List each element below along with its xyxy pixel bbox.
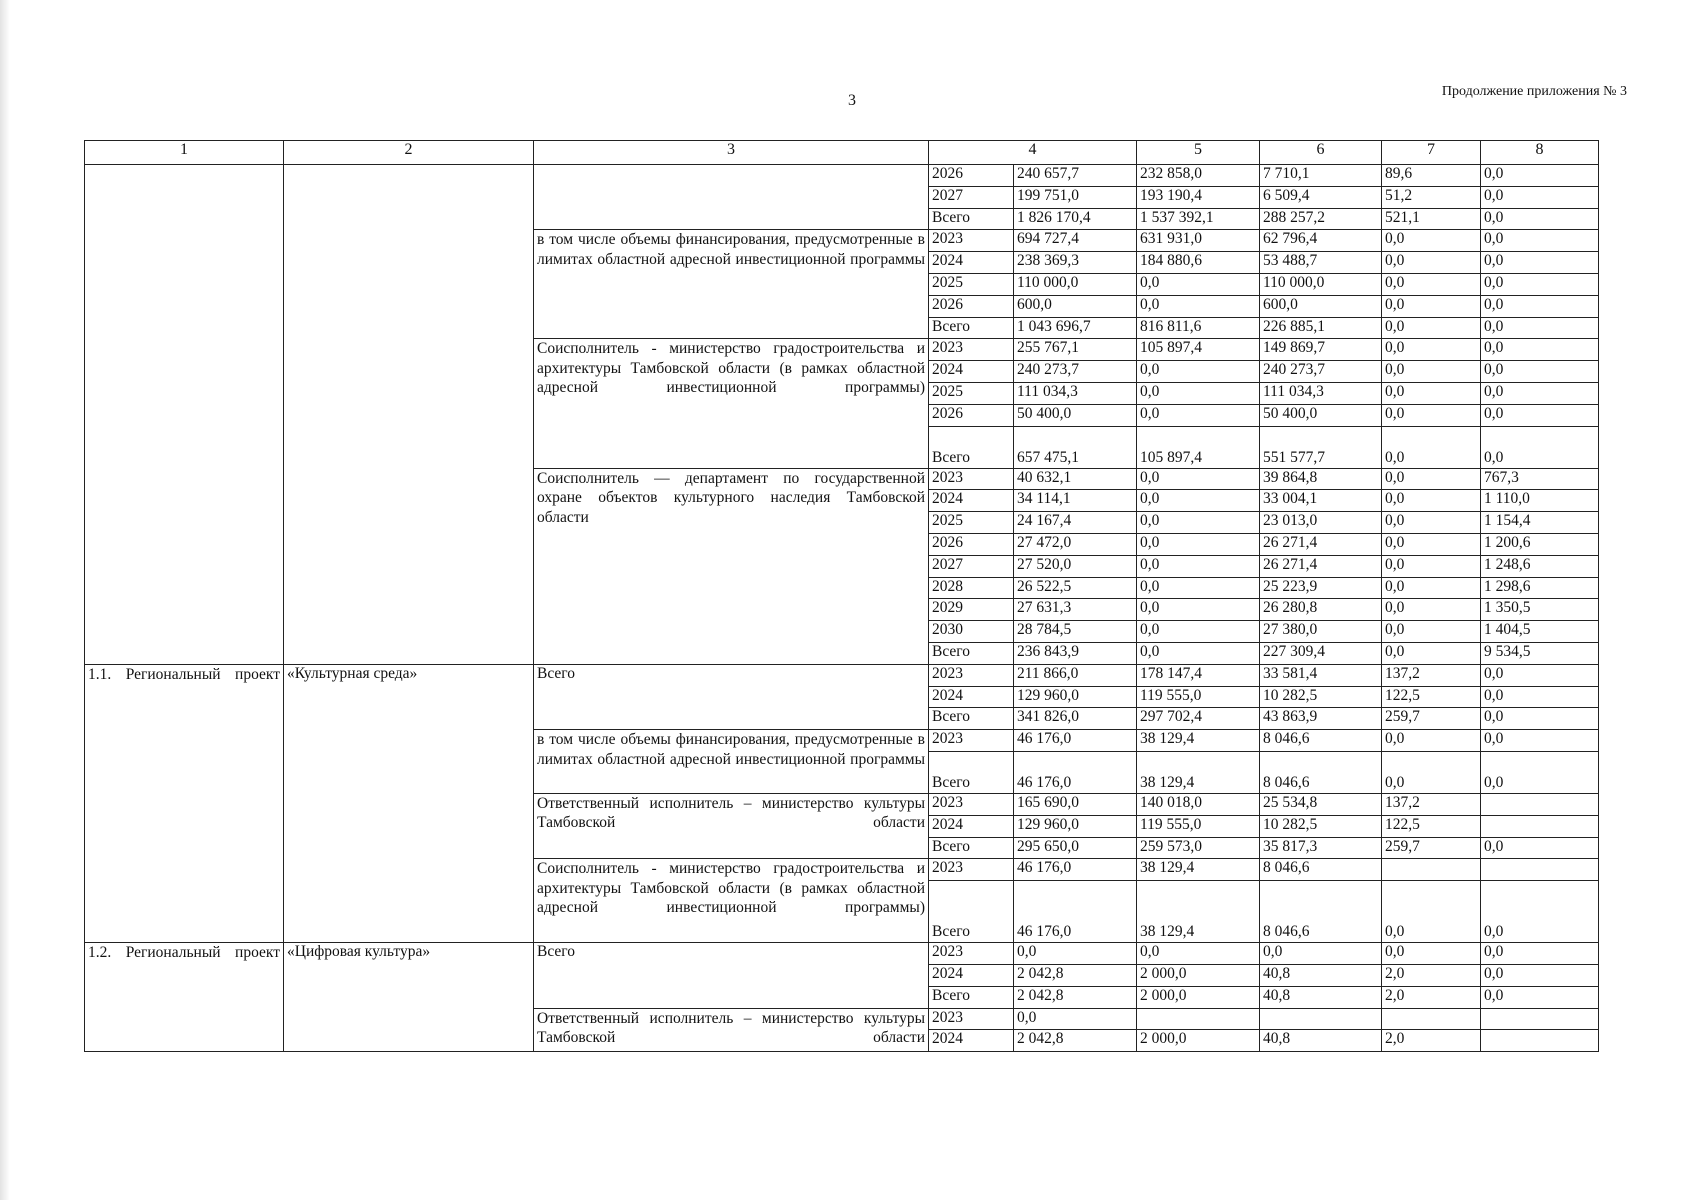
value-col6: 10 282,5: [1260, 815, 1382, 837]
year-cell: Всего: [929, 708, 1014, 730]
value-col4: 27 631,3: [1014, 599, 1137, 621]
header-cell: 4: [929, 141, 1137, 165]
value-col6: 8 046,6: [1260, 859, 1382, 881]
year-cell: 2024: [929, 361, 1014, 383]
value-col4: 28 784,5: [1014, 621, 1137, 643]
value-col5: 0,0: [1137, 273, 1260, 295]
value-col6: 111 034,3: [1260, 382, 1382, 404]
value-col4: 165 690,0: [1014, 793, 1137, 815]
value-col6: 551 577,7: [1260, 426, 1382, 468]
value-col6: 149 869,7: [1260, 339, 1382, 361]
value-col5: 2 000,0: [1137, 1030, 1260, 1052]
value-col5: 2 000,0: [1137, 964, 1260, 986]
value-col7: 259,7: [1382, 837, 1481, 859]
value-col5: 0,0: [1137, 295, 1260, 317]
value-col6: 33 004,1: [1260, 490, 1382, 512]
year-cell: 2023: [929, 230, 1014, 252]
value-col4: 129 960,0: [1014, 815, 1137, 837]
value-col6: 26 271,4: [1260, 533, 1382, 555]
value-col5: 178 147,4: [1137, 664, 1260, 686]
value-col5: 0,0: [1137, 382, 1260, 404]
project-1-2-number: 1.2. Региональный проект: [85, 943, 284, 1052]
value-col8: 0,0: [1481, 881, 1599, 943]
value-col8: 0,0: [1481, 751, 1599, 793]
value-col8: 1 110,0: [1481, 490, 1599, 512]
year-cell: 2024: [929, 686, 1014, 708]
value-col7: 0,0: [1382, 751, 1481, 793]
value-col5: 38 129,4: [1137, 881, 1260, 943]
value-col7: 2,0: [1382, 1030, 1481, 1052]
value-col8: 1 248,6: [1481, 555, 1599, 577]
value-col7: 0,0: [1382, 621, 1481, 643]
value-col7: 0,0: [1382, 382, 1481, 404]
value-col8: 1 154,4: [1481, 512, 1599, 534]
value-col8: 0,0: [1481, 317, 1599, 339]
year-cell: Всего: [929, 881, 1014, 943]
value-col5: 119 555,0: [1137, 815, 1260, 837]
header-cell: 7: [1382, 141, 1481, 165]
section-total: Всего: [534, 943, 929, 1008]
value-col7: 0,0: [1382, 295, 1481, 317]
value-col7: 0,0: [1382, 881, 1481, 943]
year-cell: 2023: [929, 943, 1014, 965]
value-col6: 25 534,8: [1260, 793, 1382, 815]
value-col8: 0,0: [1481, 361, 1599, 383]
value-col5: 193 190,4: [1137, 186, 1260, 208]
year-cell: 2023: [929, 793, 1014, 815]
value-col7: 137,2: [1382, 664, 1481, 686]
section-co-executor-heritage: Соисполнитель — департамент по государственной охране объектов культурного наследия Тамбовской области: [534, 468, 929, 664]
value-col8: 1 404,5: [1481, 621, 1599, 643]
value-col4: 2 042,8: [1014, 1030, 1137, 1052]
value-col7: 0,0: [1382, 339, 1481, 361]
year-cell: 2024: [929, 252, 1014, 274]
value-col4: 211 866,0: [1014, 664, 1137, 686]
value-col7: 0,0: [1382, 943, 1481, 965]
value-col8: 0,0: [1481, 230, 1599, 252]
value-col6: 8 046,6: [1260, 881, 1382, 943]
value-col7: 0,0: [1382, 577, 1481, 599]
value-col8: 0,0: [1481, 252, 1599, 274]
value-col4: 0,0: [1014, 1008, 1137, 1030]
year-cell: 2023: [929, 339, 1014, 361]
value-col8: 0,0: [1481, 837, 1599, 859]
value-col8: 0,0: [1481, 686, 1599, 708]
value-col5: 0,0: [1137, 621, 1260, 643]
value-col4: 240 657,7: [1014, 165, 1137, 187]
year-cell: 2023: [929, 468, 1014, 490]
value-col7: 521,1: [1382, 208, 1481, 230]
section-total: Всего: [534, 664, 929, 729]
value-col7: [1382, 859, 1481, 881]
value-col6: 33 581,4: [1260, 664, 1382, 686]
value-col5: 2 000,0: [1137, 986, 1260, 1008]
value-col8: [1481, 1030, 1599, 1052]
value-col6: 7 710,1: [1260, 165, 1382, 187]
header-cell: 8: [1481, 141, 1599, 165]
value-col5: 38 129,4: [1137, 730, 1260, 752]
year-cell: 2024: [929, 815, 1014, 837]
value-col8: [1481, 1008, 1599, 1030]
year-cell: 2023: [929, 730, 1014, 752]
value-col4: 110 000,0: [1014, 273, 1137, 295]
value-col6: 39 864,8: [1260, 468, 1382, 490]
year-cell: 2025: [929, 512, 1014, 534]
value-col4: 236 843,9: [1014, 642, 1137, 664]
year-cell: 2024: [929, 490, 1014, 512]
value-col8: 0,0: [1481, 943, 1599, 965]
value-col6: 240 273,7: [1260, 361, 1382, 383]
year-cell: Всего: [929, 837, 1014, 859]
value-col8: 0,0: [1481, 708, 1599, 730]
value-col6: 8 046,6: [1260, 751, 1382, 793]
year-cell: 2027: [929, 186, 1014, 208]
financing-table-container: [84, 140, 1599, 1052]
value-col5: 0,0: [1137, 943, 1260, 965]
value-col8: 0,0: [1481, 426, 1599, 468]
value-col8: 0,0: [1481, 339, 1599, 361]
value-col7: 122,5: [1382, 686, 1481, 708]
value-col5: 184 880,6: [1137, 252, 1260, 274]
value-col7: [1382, 1008, 1481, 1030]
value-col7: 2,0: [1382, 964, 1481, 986]
year-cell: Всего: [929, 986, 1014, 1008]
value-col6: 43 863,9: [1260, 708, 1382, 730]
year-cell: 2023: [929, 859, 1014, 881]
value-col8: 0,0: [1481, 208, 1599, 230]
value-col5: 232 858,0: [1137, 165, 1260, 187]
value-col4: 111 034,3: [1014, 382, 1137, 404]
value-col4: 240 273,7: [1014, 361, 1137, 383]
value-col5: 105 897,4: [1137, 426, 1260, 468]
value-col8: 0,0: [1481, 382, 1599, 404]
value-col6: 62 796,4: [1260, 230, 1382, 252]
value-col8: 767,3: [1481, 468, 1599, 490]
value-col8: 0,0: [1481, 186, 1599, 208]
year-cell: 2026: [929, 295, 1014, 317]
value-col4: 0,0: [1014, 943, 1137, 965]
value-col4: 27 520,0: [1014, 555, 1137, 577]
value-col7: 0,0: [1382, 361, 1481, 383]
year-cell: 2025: [929, 273, 1014, 295]
value-col6: 23 013,0: [1260, 512, 1382, 534]
value-col6: 40,8: [1260, 1030, 1382, 1052]
value-col4: 40 632,1: [1014, 468, 1137, 490]
section-executor-culture: Ответственный исполнитель – министерство культуры Тамбовской области: [534, 793, 929, 858]
value-col7: 0,0: [1382, 599, 1481, 621]
value-col4: 27 472,0: [1014, 533, 1137, 555]
header-cell: 2: [284, 141, 534, 165]
value-col7: 0,0: [1382, 230, 1481, 252]
scan-edge: [0, 0, 10, 1200]
value-col5: 816 811,6: [1137, 317, 1260, 339]
year-cell: 2026: [929, 165, 1014, 187]
value-col7: 0,0: [1382, 555, 1481, 577]
value-col8: 0,0: [1481, 295, 1599, 317]
value-col5: 0,0: [1137, 577, 1260, 599]
value-col4: 46 176,0: [1014, 751, 1137, 793]
project-1-1-number: 1.1. Региональный проект: [85, 664, 284, 942]
value-col7: 2,0: [1382, 986, 1481, 1008]
value-col4: 255 767,1: [1014, 339, 1137, 361]
year-cell: Всего: [929, 642, 1014, 664]
value-col6: 226 885,1: [1260, 317, 1382, 339]
value-col4: 238 369,3: [1014, 252, 1137, 274]
value-col4: 129 960,0: [1014, 686, 1137, 708]
empty-cell: [534, 165, 929, 230]
value-col7: 137,2: [1382, 793, 1481, 815]
value-col8: 0,0: [1481, 730, 1599, 752]
year-cell: Всего: [929, 426, 1014, 468]
value-col8: 1 298,6: [1481, 577, 1599, 599]
value-col4: 26 522,5: [1014, 577, 1137, 599]
value-col6: 40,8: [1260, 986, 1382, 1008]
year-cell: Всего: [929, 751, 1014, 793]
value-col8: 0,0: [1481, 273, 1599, 295]
year-cell: Всего: [929, 208, 1014, 230]
value-col4: 46 176,0: [1014, 881, 1137, 943]
year-cell: 2023: [929, 1008, 1014, 1030]
value-col4: 34 114,1: [1014, 490, 1137, 512]
empty-cell: [284, 165, 534, 665]
value-col6: 10 282,5: [1260, 686, 1382, 708]
year-cell: 2023: [929, 664, 1014, 686]
empty-cell: [85, 165, 284, 665]
value-col5: 105 897,4: [1137, 339, 1260, 361]
table-row: [85, 664, 1599, 686]
section-co-executor-construction: Соисполнитель - министерство градостроительства и архитектуры Тамбовской области (в рамках областной адресной инвестиционной программы): [534, 339, 929, 468]
value-col7: 0,0: [1382, 512, 1481, 534]
table-row: [85, 943, 1599, 965]
value-col4: 657 475,1: [1014, 426, 1137, 468]
value-col7: 0,0: [1382, 468, 1481, 490]
value-col4: 1 043 696,7: [1014, 317, 1137, 339]
value-col4: 1 826 170,4: [1014, 208, 1137, 230]
value-col5: 0,0: [1137, 512, 1260, 534]
value-col7: 0,0: [1382, 730, 1481, 752]
header-cell: 6: [1260, 141, 1382, 165]
value-col8: 0,0: [1481, 664, 1599, 686]
value-col4: 295 650,0: [1014, 837, 1137, 859]
value-col4: 199 751,0: [1014, 186, 1137, 208]
value-col6: 600,0: [1260, 295, 1382, 317]
year-cell: 2026: [929, 404, 1014, 426]
value-col8: 0,0: [1481, 964, 1599, 986]
table-row: [85, 165, 1599, 187]
value-col7: 122,5: [1382, 815, 1481, 837]
value-col5: 631 931,0: [1137, 230, 1260, 252]
value-col5: 0,0: [1137, 599, 1260, 621]
value-col6: 0,0: [1260, 943, 1382, 965]
value-col6: 40,8: [1260, 964, 1382, 986]
value-col8: [1481, 793, 1599, 815]
value-col4: 46 176,0: [1014, 730, 1137, 752]
value-col5: 0,0: [1137, 490, 1260, 512]
value-col4: 2 042,8: [1014, 986, 1137, 1008]
value-col5: 1 537 392,1: [1137, 208, 1260, 230]
value-col7: 0,0: [1382, 273, 1481, 295]
value-col5: 0,0: [1137, 361, 1260, 383]
project-1-2-name: «Цифровая культура»: [284, 943, 534, 1052]
value-col8: [1481, 859, 1599, 881]
value-col6: 27 380,0: [1260, 621, 1382, 643]
value-col7: 51,2: [1382, 186, 1481, 208]
value-col8: 1 350,5: [1481, 599, 1599, 621]
header-cell: 3: [534, 141, 929, 165]
table-body: [85, 165, 1599, 1052]
value-col4: 341 826,0: [1014, 708, 1137, 730]
value-col6: 50 400,0: [1260, 404, 1382, 426]
year-cell: 2025: [929, 382, 1014, 404]
year-cell: Всего: [929, 317, 1014, 339]
page-number: 3: [848, 92, 856, 109]
value-col5: 0,0: [1137, 533, 1260, 555]
value-col6: 6 509,4: [1260, 186, 1382, 208]
value-col8: [1481, 815, 1599, 837]
value-col5: 297 702,4: [1137, 708, 1260, 730]
value-col6: 8 046,6: [1260, 730, 1382, 752]
value-col8: 0,0: [1481, 986, 1599, 1008]
year-cell: 2028: [929, 577, 1014, 599]
value-col5: 38 129,4: [1137, 751, 1260, 793]
year-cell: 2024: [929, 964, 1014, 986]
value-col4: 694 727,4: [1014, 230, 1137, 252]
section-co-executor-construction: Соисполнитель - министерство градостроительства и архитектуры Тамбовской области (в рамках областной адресной инвестиционной программы): [534, 859, 929, 943]
value-col5: 0,0: [1137, 468, 1260, 490]
value-col5: 0,0: [1137, 642, 1260, 664]
appendix-continuation-note: Продолжение приложения № 3: [1441, 84, 1627, 99]
section-aip-limits: в том числе объемы финансирования, предусмотренные в лимитах областной адресной инвестиционной программы: [534, 730, 929, 794]
year-cell: 2026: [929, 533, 1014, 555]
value-col7: 0,0: [1382, 317, 1481, 339]
value-col6: 288 257,2: [1260, 208, 1382, 230]
value-col8: 0,0: [1481, 404, 1599, 426]
value-col7: 0,0: [1382, 642, 1481, 664]
value-col5: [1137, 1008, 1260, 1030]
value-col4: 24 167,4: [1014, 512, 1137, 534]
value-col7: 0,0: [1382, 533, 1481, 555]
year-cell: 2027: [929, 555, 1014, 577]
year-cell: 2030: [929, 621, 1014, 643]
value-col5: 38 129,4: [1137, 859, 1260, 881]
value-col7: 0,0: [1382, 252, 1481, 274]
value-col7: 259,7: [1382, 708, 1481, 730]
section-aip-limits: в том числе объемы финансирования, предусмотренные в лимитах областной адресной инвестиционной программы: [534, 230, 929, 339]
value-col5: 119 555,0: [1137, 686, 1260, 708]
value-col7: 89,6: [1382, 165, 1481, 187]
value-col6: 227 309,4: [1260, 642, 1382, 664]
value-col6: [1260, 1008, 1382, 1030]
value-col8: 0,0: [1481, 165, 1599, 187]
header-cell: 5: [1137, 141, 1260, 165]
value-col6: 26 271,4: [1260, 555, 1382, 577]
value-col4: 50 400,0: [1014, 404, 1137, 426]
value-col8: 1 200,6: [1481, 533, 1599, 555]
value-col5: 0,0: [1137, 555, 1260, 577]
value-col6: 26 280,8: [1260, 599, 1382, 621]
value-col6: 35 817,3: [1260, 837, 1382, 859]
year-cell: 2024: [929, 1030, 1014, 1052]
value-col5: 259 573,0: [1137, 837, 1260, 859]
section-executor-culture: Ответственный исполнитель – министерство культуры Тамбовской области: [534, 1008, 929, 1052]
header-row: [85, 141, 1599, 165]
financing-table: [84, 140, 1599, 1052]
value-col6: 110 000,0: [1260, 273, 1382, 295]
value-col7: 0,0: [1382, 404, 1481, 426]
value-col5: 140 018,0: [1137, 793, 1260, 815]
value-col4: 600,0: [1014, 295, 1137, 317]
value-col4: 2 042,8: [1014, 964, 1137, 986]
value-col6: 25 223,9: [1260, 577, 1382, 599]
year-cell: 2029: [929, 599, 1014, 621]
value-col5: 0,0: [1137, 404, 1260, 426]
value-col4: 46 176,0: [1014, 859, 1137, 881]
value-col7: 0,0: [1382, 426, 1481, 468]
header-cell: 1: [85, 141, 284, 165]
project-1-1-name: «Культурная среда»: [284, 664, 534, 942]
value-col7: 0,0: [1382, 490, 1481, 512]
value-col6: 53 488,7: [1260, 252, 1382, 274]
value-col8: 9 534,5: [1481, 642, 1599, 664]
